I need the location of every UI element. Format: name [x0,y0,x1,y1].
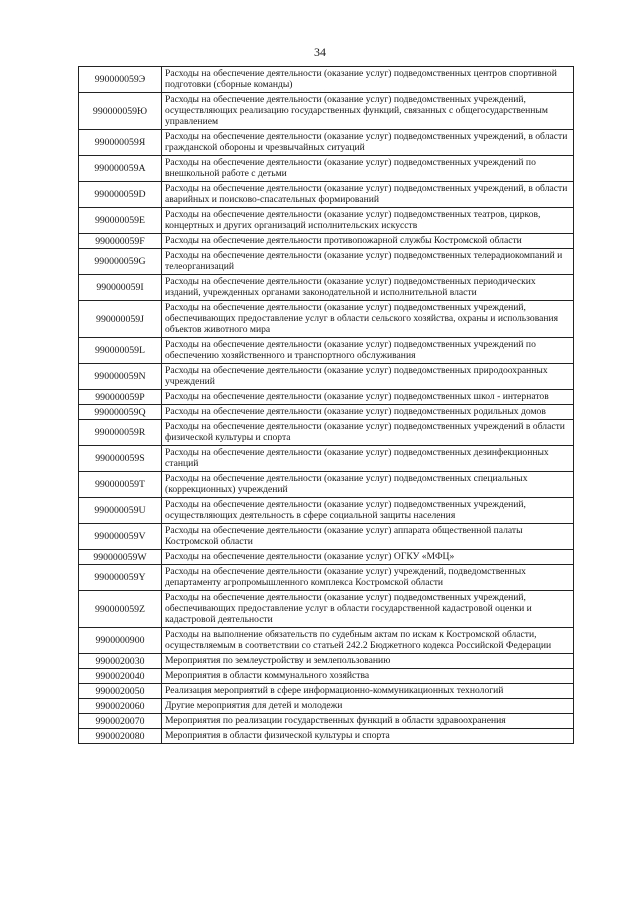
description-cell: Другие мероприятия для детей и молодежи [162,699,574,714]
description-cell: Расходы на обеспечение деятельности (оказание услуг) подведомственных учреждений, осуществляющих деятельность в сфере социальной защиты населения [162,498,574,524]
description-cell: Расходы на обеспечение деятельности (оказание услуг) подведомственных учреждений, в области аварийных и поисково-спасательных формирований [162,182,574,208]
code-cell: 9900000900 [79,628,162,654]
table-row [79,472,574,498]
table-row [79,550,574,565]
table-row [79,565,574,591]
description-cell: Расходы на обеспечение деятельности (оказание услуг) подведомственных театров, цирков, концертных и других организаций исполнительских искусств [162,208,574,234]
code-cell: 990000059Э [79,67,162,93]
code-cell: 990000059Q [79,405,162,420]
description-cell: Расходы на обеспечение деятельности (оказание услуг) подведомственных учреждений, в области гражданской обороны и чрезвычайных ситуаций [162,130,574,156]
description-cell: Расходы на обеспечение деятельности (оказание услуг) подведомственных учреждений по внешкольной работе с детьми [162,156,574,182]
table-row [79,67,574,93]
table-row [79,699,574,714]
table-row [79,156,574,182]
table-row [79,364,574,390]
code-cell: 990000059T [79,472,162,498]
table-row [79,130,574,156]
table-row [79,498,574,524]
table-row [79,524,574,550]
code-cell: 990000059N [79,364,162,390]
code-cell: 990000059U [79,498,162,524]
code-cell: 990000059G [79,249,162,275]
code-cell: 990000059E [79,208,162,234]
description-cell: Расходы на обеспечение деятельности (оказание услуг) подведомственных природоохранных учреждений [162,364,574,390]
description-cell: Расходы на обеспечение деятельности противопожарной службы Костромской области [162,234,574,249]
table-row [79,390,574,405]
code-cell: 990000059R [79,420,162,446]
table-row [79,684,574,699]
code-cell: 990000059I [79,275,162,301]
description-cell: Мероприятия в области физической культуры и спорта [162,729,574,744]
description-cell: Расходы на обеспечение деятельности (оказание услуг) подведомственных специальных (коррекционных) учреждений [162,472,574,498]
description-cell: Расходы на обеспечение деятельности (оказание услуг) подведомственных учреждений, обеспечивающих предоставление услуг в области государственной кадастровой оценки и кадастровой деятельности [162,591,574,628]
code-cell: 990000059J [79,301,162,338]
table-row [79,249,574,275]
code-cell: 990000059A [79,156,162,182]
code-cell: 990000059L [79,338,162,364]
table-row [79,729,574,744]
table-row [79,654,574,669]
table-row [79,669,574,684]
code-cell: 990000059Я [79,130,162,156]
table-row [79,93,574,130]
code-cell: 990000059Z [79,591,162,628]
description-cell: Мероприятия по землеустройству и землепользованию [162,654,574,669]
table-row [79,275,574,301]
table-row [79,628,574,654]
code-cell: 990000059S [79,446,162,472]
description-cell: Расходы на обеспечение деятельности (оказание услуг) подведомственных учреждений, осуществляющих реализацию государственных функций, связанных с общегосударственным управлением [162,93,574,130]
table-body [79,67,574,744]
table-row [79,182,574,208]
table-row [79,405,574,420]
code-cell: 990000059Ю [79,93,162,130]
description-cell: Расходы на обеспечение деятельности (оказание услуг) подведомственных учреждений, обеспечивающих предоставление услуг в области сельского хозяйства, охраны и использования объектов животного мира [162,301,574,338]
description-cell: Расходы на обеспечение деятельности (оказание услуг) подведомственных телерадиокомпаний и телеорганизаций [162,249,574,275]
description-cell: Расходы на обеспечение деятельности (оказание услуг) подведомственных учреждений по обеспечению хозяйственного и транспортного обслуживания [162,338,574,364]
code-cell: 990000059Y [79,565,162,591]
code-cell: 9900020040 [79,669,162,684]
code-cell: 9900020030 [79,654,162,669]
table-row [79,591,574,628]
code-cell: 990000059D [79,182,162,208]
table-row [79,420,574,446]
budget-codes-table [78,66,574,744]
code-cell: 990000059V [79,524,162,550]
code-cell: 990000059W [79,550,162,565]
code-cell: 990000059P [79,390,162,405]
description-cell: Расходы на обеспечение деятельности (оказание услуг) ОГКУ «МФЦ» [162,550,574,565]
page-number: 34 [314,45,326,59]
code-cell: 9900020060 [79,699,162,714]
description-cell: Расходы на обеспечение деятельности (оказание услуг) подведомственных школ - интернатов [162,390,574,405]
description-cell: Расходы на обеспечение деятельности (оказание услуг) подведомственных родильных домов [162,405,574,420]
description-cell: Расходы на обеспечение деятельности (оказание услуг) подведомственных учреждений в области физической культуры и спорта [162,420,574,446]
table-row [79,301,574,338]
description-cell: Расходы на обеспечение деятельности (оказание услуг) подведомственных дезинфекционных станций [162,446,574,472]
table-row [79,338,574,364]
code-cell: 990000059F [79,234,162,249]
table-row [79,714,574,729]
table-row [79,234,574,249]
description-cell: Реализация мероприятий в сфере информационно-коммуникационных технологий [162,684,574,699]
description-cell: Расходы на обеспечение деятельности (оказание услуг) подведомственных центров спортивной подготовки (сборные команды) [162,67,574,93]
description-cell: Расходы на обеспечение деятельности (оказание услуг) аппарата общественной палаты Костромской области [162,524,574,550]
description-cell: Расходы на выполнение обязательств по судебным актам по искам к Костромской области, осуществляемым в соответствии со статьей 242.2 Бюджетного кодекса Российской Федерации [162,628,574,654]
table-row [79,208,574,234]
description-cell: Расходы на обеспечение деятельности (оказание услуг) подведомственных периодических изданий, учрежденных органами законодательной и исполнительной власти [162,275,574,301]
description-cell: Мероприятия в области коммунального хозяйства [162,669,574,684]
table-row [79,446,574,472]
code-cell: 9900020070 [79,714,162,729]
code-cell: 9900020050 [79,684,162,699]
description-cell: Расходы на обеспечение деятельности (оказание услуг) учреждений, подведомственных департаменту агропромышленного комплекса Костромской области [162,565,574,591]
code-cell: 9900020080 [79,729,162,744]
description-cell: Мероприятия по реализации государственных функций в области здравоохранения [162,714,574,729]
